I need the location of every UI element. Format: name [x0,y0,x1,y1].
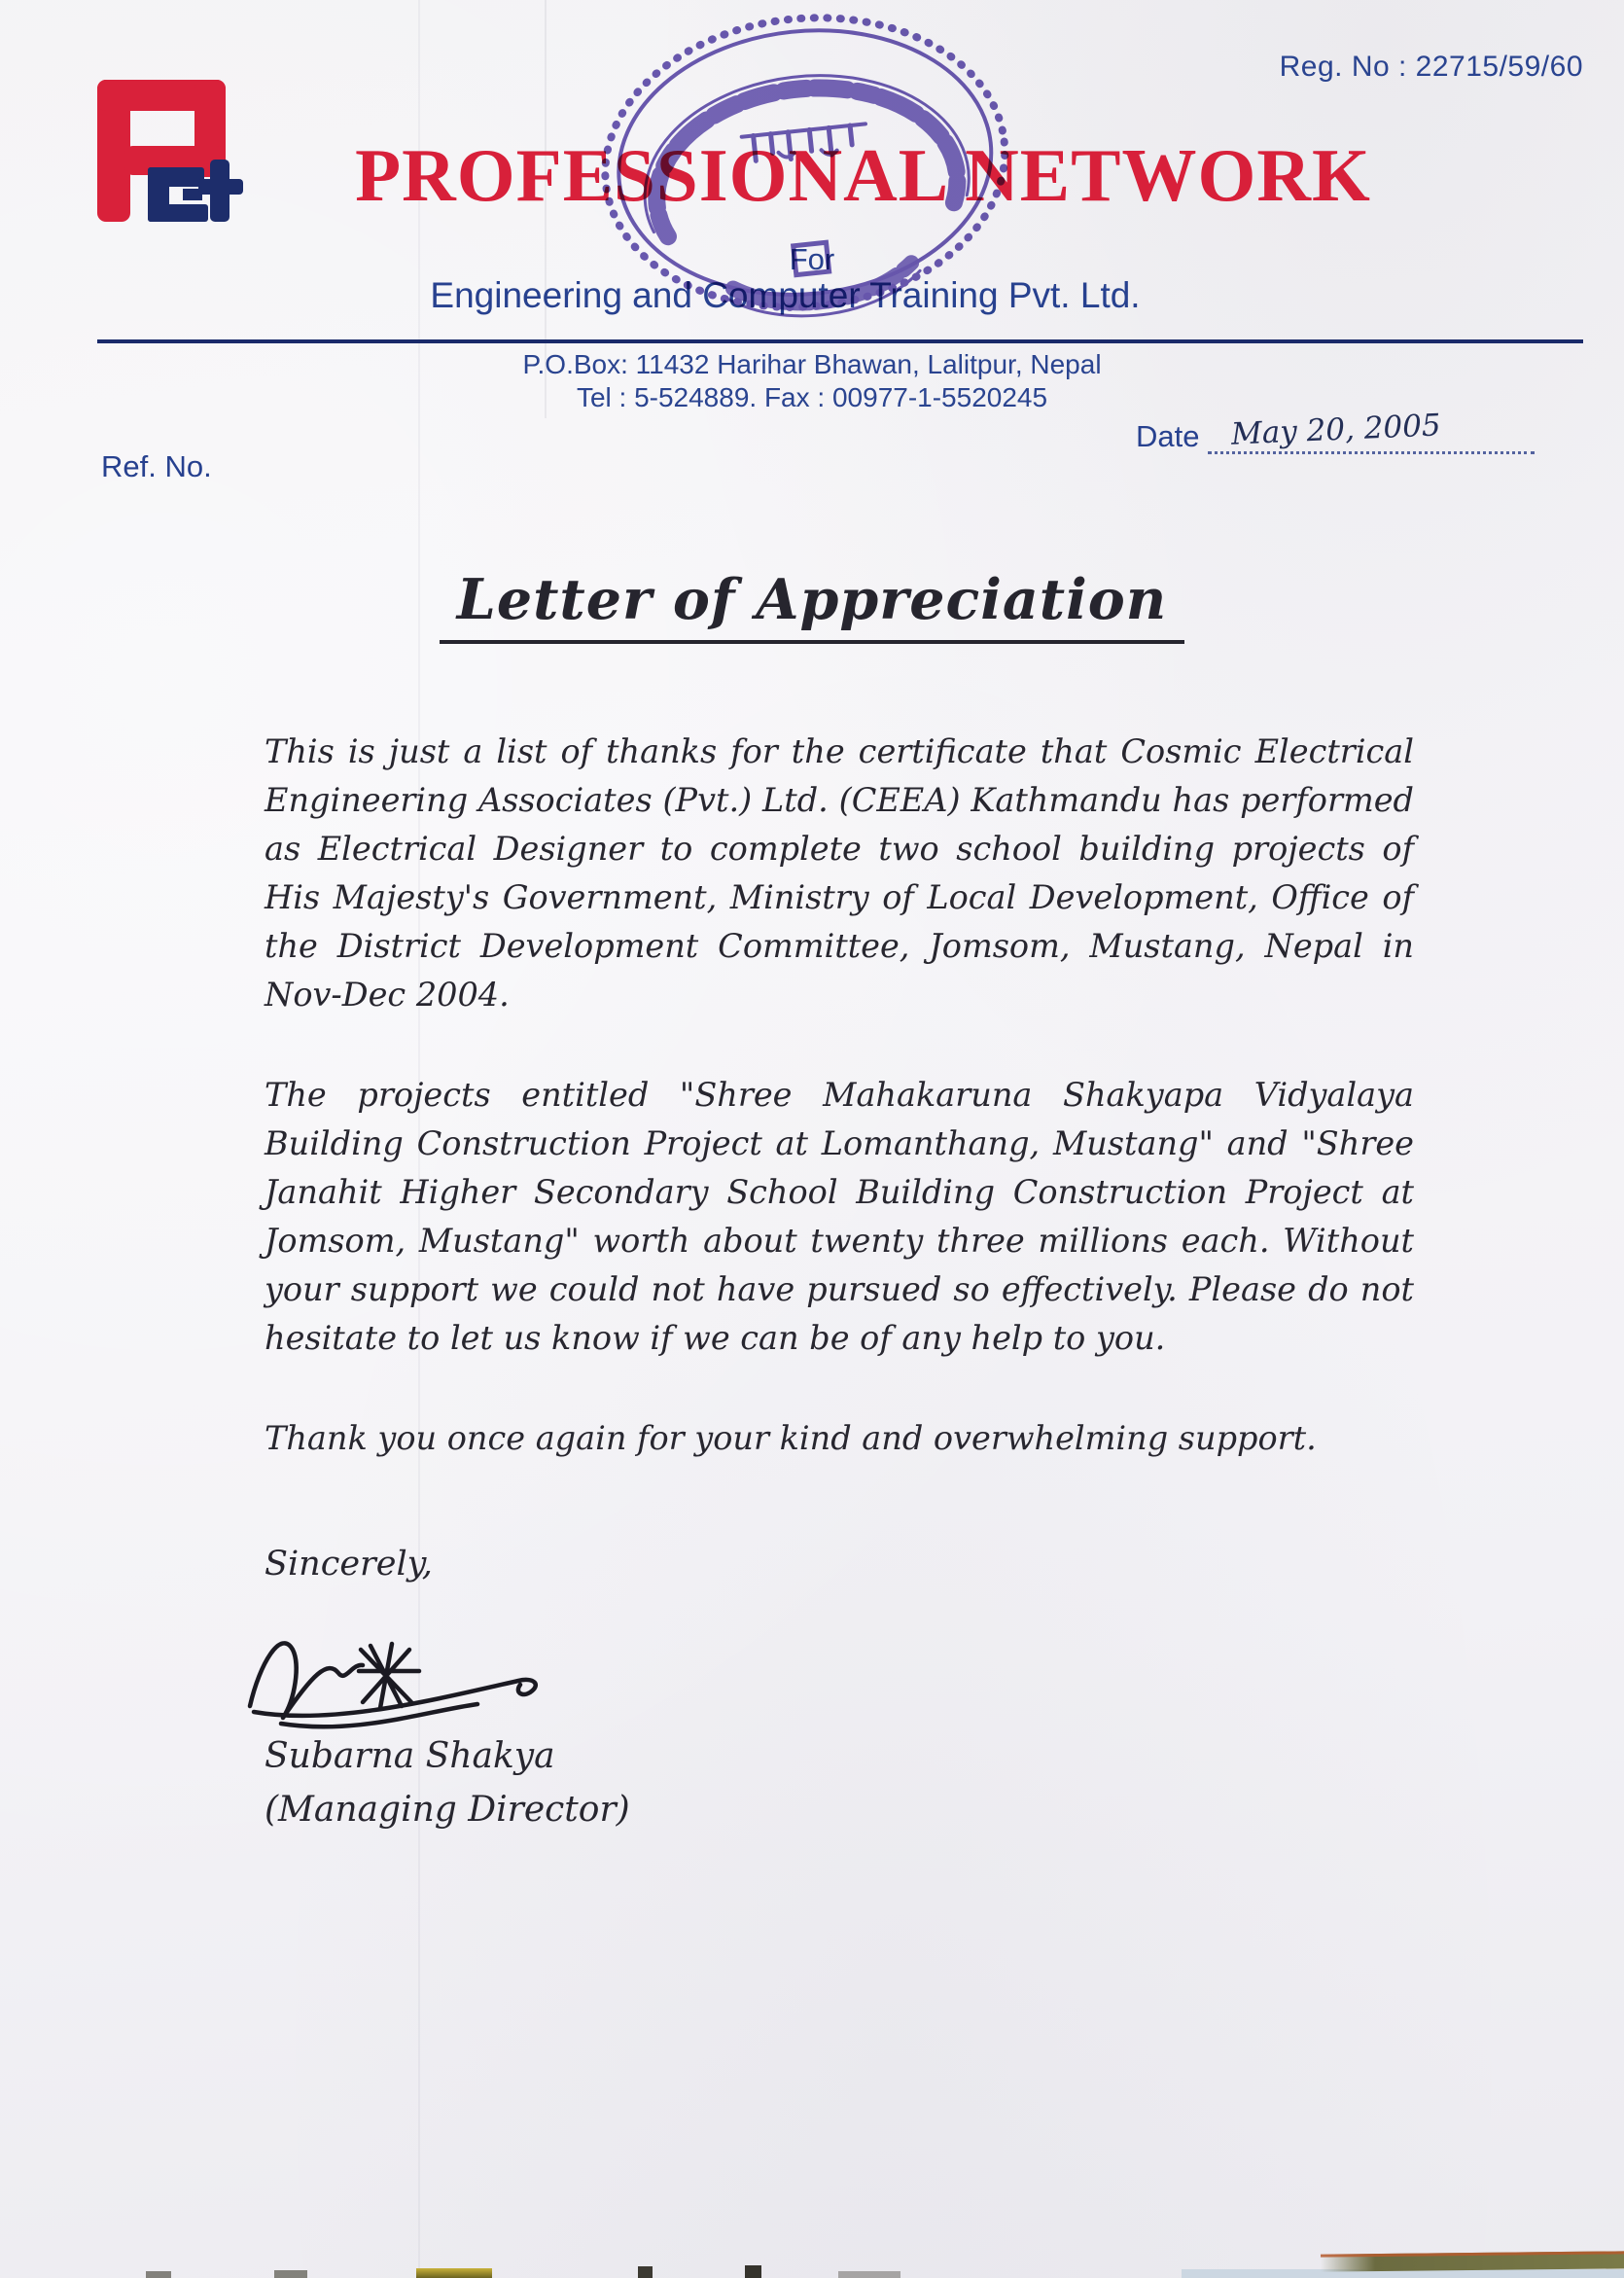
oval-rubber-stamp-icon [574,0,1038,346]
letter-body [265,728,1414,1463]
handwritten-date: May 20, 2005 [1230,408,1442,452]
header-divider [97,339,1583,343]
scan-smudge [838,2271,900,2278]
scan-smudge [745,2265,761,2278]
paragraph-1: This is just a list of thanks for the certificate that Cosmic Electrical Engineering Associates (Pvt.) Ltd. (CEEA) Kathmandu has performed as Electrical Designer to complete two school building projects of His Majesty's Government, Ministry of Local Development, Office of the District Development Committee, Jomsom, Mustang, Nepal in Nov-Dec 2004. [265,732,1414,1014]
paragraph-2: The projects entitled "Shree Mahakaruna Shakyapa Vidyalaya Building Construction Project at Lomanthang, Mustang" and "Shree Janahit Higher Secondary School Building Construction Project at Jomsom, Mustang" worth about twenty three millions each. Without your support we could not have pursued so effectively. Please do not hesitate to let us know if we can be of any help to you. [265,1076,1414,1357]
for-label: For [789,242,835,276]
scan-smudge [638,2266,653,2278]
date-row [1136,408,1535,454]
signatory-title: (Managing Director) [265,1790,630,1830]
organization-name: PROFESSIONAL NETWORK [355,133,1371,217]
registration-number: Reg. No : 22715/59/60 [1279,51,1583,83]
scan-smudge [416,2268,492,2278]
scan-smudge [146,2271,171,2278]
organization-subtitle: Engineering and Computer Training Pvt. Ltd. [430,275,1141,315]
paragraph-3: Thank you once again for your kind and overwhelming support. [265,1419,1317,1457]
signatory-block [265,1729,630,1836]
address-line: P.O.Box: 11432 Harihar Bhawan, Lalitpur, Nepal [522,349,1102,379]
date-dotted-line [1208,408,1535,454]
letter-title: Letter of Appreciation [0,567,1624,644]
signatory-name: Subarna Shakya [265,1736,555,1776]
scan-smudge [274,2270,307,2278]
scan-bottom-edge [0,2253,1624,2278]
contact-line: Tel : 5-524889. Fax : 00977-1-5520245 [576,382,1048,412]
closing-salutation: Sincerely, [265,1545,433,1584]
scan-edge-wedge [1321,2251,1624,2271]
ref-number-label: Ref. No. [101,449,212,483]
date-label: Date [1136,419,1200,453]
